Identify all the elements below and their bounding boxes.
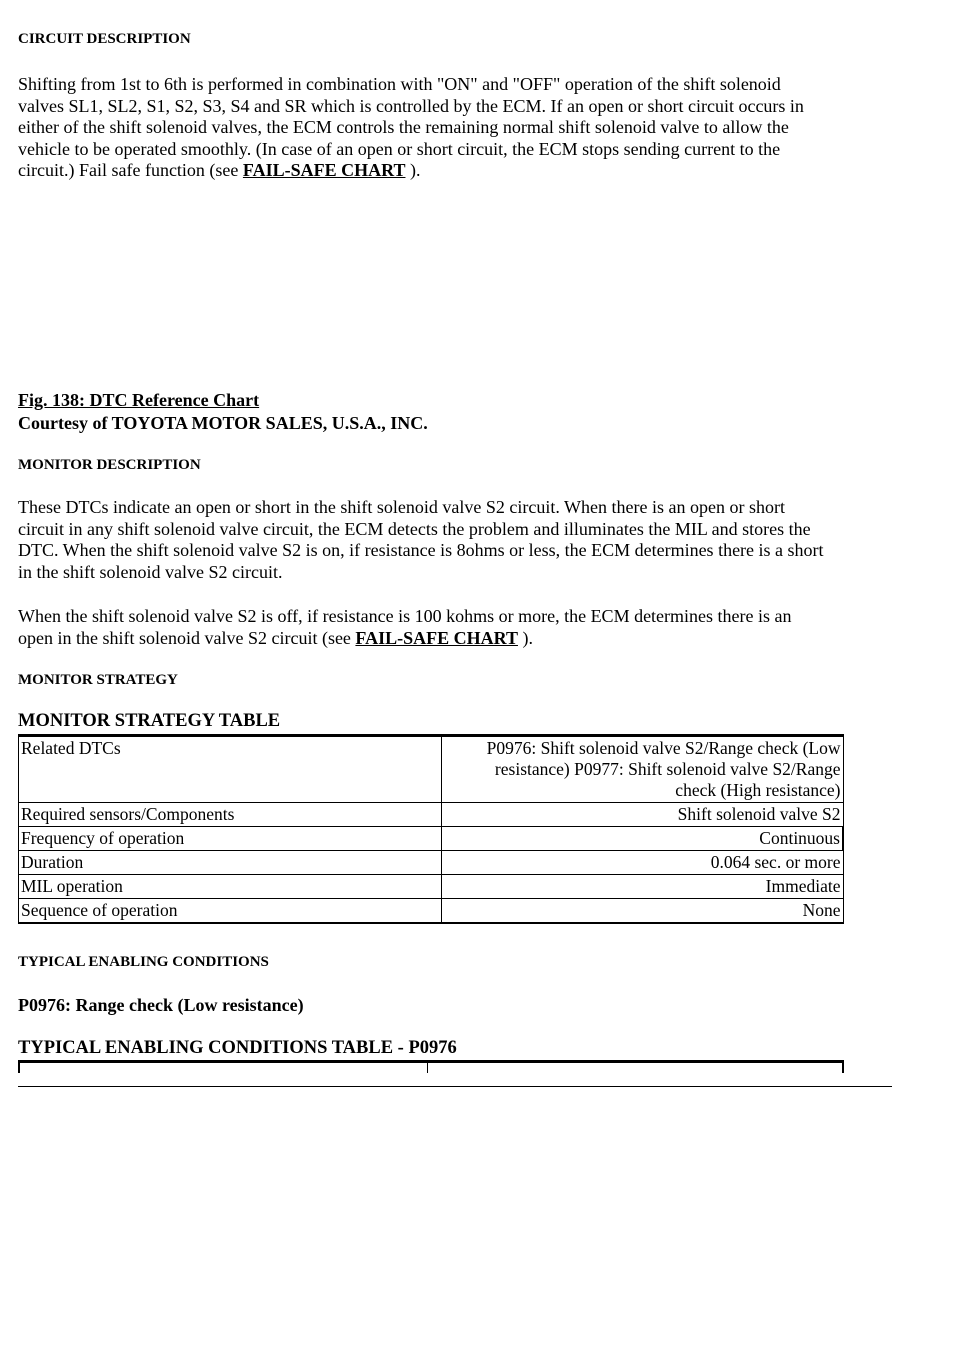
monitor-description-text [18,497,918,583]
fail-safe-chart-link[interactable]: FAIL-SAFE CHART [242,160,406,180]
table-cell-value: 0.064 sec. or more [442,851,844,875]
table-row [19,827,844,851]
monitor-description-heading: MONITOR DESCRIPTION [18,457,201,473]
enabling-conditions-table-title: TYPICAL ENABLING CONDITIONS TABLE - P0976 [18,1038,457,1058]
text-line: in the shift solenoid valve S2 circuit. [18,561,283,582]
monitor-strategy-table [18,734,844,924]
text-line: DTC. When the shift solenoid valve S2 is on, if resistance is 8ohms or less, the ECM determines there is a short [18,540,824,560]
circuit-description-heading: CIRCUIT DESCRIPTION [18,31,191,47]
table-cell-value [442,736,844,803]
table-cell-label: Duration [19,851,442,875]
range-check-subheading: P0976: Range check (Low resistance) [18,995,304,1015]
text-line: check (High resistance) [675,780,841,800]
table-cell-value: None [442,899,844,924]
fail-safe-chart-link-2[interactable]: FAIL-SAFE CHART [355,627,518,648]
text-line: vehicle to be operated smoothly. (In case of an open or short circuit, the ECM stops sending current to the [18,138,781,159]
text-fragment: open in the shift solenoid valve S2 circuit (see [18,627,356,648]
table-cell-label: Related DTCs [19,736,442,803]
text-fragment: circuit.) Fail safe function (see [18,160,243,180]
table-divider [842,1060,844,1073]
table-cell-label: MIL operation [19,875,442,899]
table-row [19,736,844,803]
table-top-border [18,1060,844,1063]
table-cell-label: Frequency of operation [19,827,442,851]
table-cell-label: Required sensors/Components [19,803,442,827]
table-cell-value: Shift solenoid valve S2 [442,803,844,827]
monitor-strategy-table-title: MONITOR STRATEGY TABLE [18,711,281,731]
table-row [19,851,844,875]
table-row [19,803,844,827]
text-line: either of the shift solenoid valves, the ECM controls the remaining normal shift solenoid valve to allow the [18,117,789,137]
table-cell-value: Continuous [442,827,844,851]
figure-title: Fig. 138: DTC Reference Chart [18,390,260,410]
text-fragment: ). [405,160,421,180]
text-line [18,160,918,182]
table-divider [18,1060,20,1073]
text-line: When the shift solenoid valve S2 is off, if resistance is 100 kohms or more, the ECM determines there is an [18,606,792,626]
table-cell-label: Sequence of operation [19,899,442,924]
figure-credit: Courtesy of TOYOTA MOTOR SALES, U.S.A., INC. [18,413,428,433]
text-line: resistance) P0977: Shift solenoid valve S2/Range [494,759,841,779]
page-divider [18,1086,892,1087]
text-line [18,628,918,650]
table-cell-value: Immediate [442,875,844,899]
monitor-description-text-2 [18,606,918,649]
table-divider [427,1060,428,1073]
table-row [19,875,844,899]
text-line: P0976: Shift solenoid valve S2/Range check (Low [486,738,841,758]
text-line: valves SL1, SL2, S1, S2, S3, S4 and SR which is controlled by the ECM. If an open or short circuit occurs in [18,95,804,116]
circuit-description-text [18,74,918,182]
text-fragment: ). [517,627,533,648]
text-line: Shifting from 1st to 6th is performed in combination with "ON" and "OFF" operation of the shift solenoid [18,74,781,94]
text-line: These DTCs indicate an open or short in the shift solenoid valve S2 circuit. When there is an open or short [18,497,785,517]
monitor-strategy-heading: MONITOR STRATEGY [18,672,178,688]
text-line: circuit in any shift solenoid valve circuit, the ECM detects the problem and illuminates the MIL and stores the [18,518,811,539]
table-row [19,899,844,924]
enabling-conditions-table [18,1060,844,1073]
enabling-conditions-heading: TYPICAL ENABLING CONDITIONS [18,954,269,970]
